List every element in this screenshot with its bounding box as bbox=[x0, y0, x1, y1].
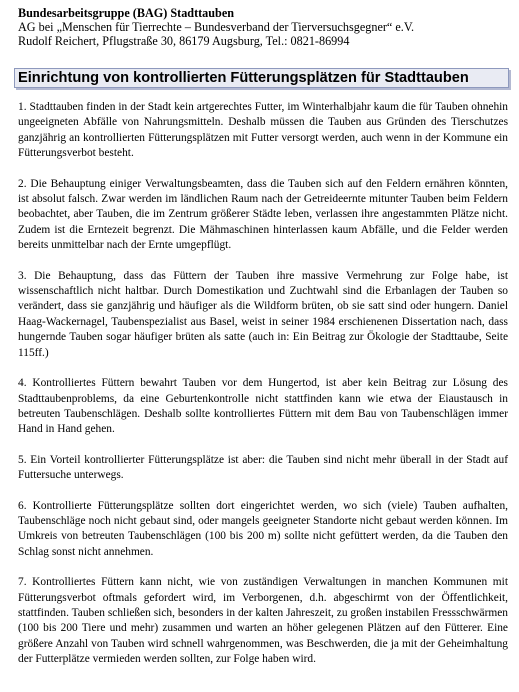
letterhead bbox=[18, 6, 508, 48]
paragraph-4: 4. Kontrolliertes Füttern bewahrt Tauben vor dem Hungertod, ist aber kein Beitrag zur Lösung des Stadttaubenproblems, da eine Geburtenkontrolle nicht stattfinden kann wie etwa der Eiaustausch in betreuten Taubenschlägen. Deshalb sollte kontrolliertes Füttern mit dem Bau von Taubenschlägen immer Hand in Hand gehen. bbox=[18, 377, 508, 436]
paragraph-6: 6. Kontrollierte Fütterungsplätze sollten dort eingerichtet werden, wo sich (viele) Tauben aufhalten, Taubenschläge noch nicht gebaut sind, oder mangels geeigneter Standorte nicht gebaut werden können. Im Umkreis von betreuten Taubenschlägen (100 bis 200 m) sollte nicht gefüttert werden, da die Tauben den Schlag sonst nicht annehmen. bbox=[18, 499, 508, 558]
paragraph-3: 3. Die Behauptung, dass das Füttern der Tauben ihre massive Vermehrung zur Folge habe, ist wissenschaftlich nicht haltbar. Durch Domestikation und Zuchtwahl sind die Erbanlagen der Tauben so verändert, dass sie ganzjährig und häufiger als die Wildform brüten, ob sie satt sind oder hungern. Daniel Haag-Wackernagel, Taubenspezialist aus Basel, weist in seiner 1984 erschienenen Dissertation nach, dass hungernde Tauben sogar häufiger brüten als satte (auch in: Ein Beitrag zur Ökologie der Stadttaube, Seite 115ff.) bbox=[18, 269, 508, 359]
address-line: Rudolf Reichert, Pflugstraße 30, 86179 Augsburg, Tel.: 0821-86994 bbox=[18, 34, 350, 48]
paragraph-1: 1. Stadttauben finden in der Stadt kein artgerechtes Futter, im Winterhalbjahr kaum die für Tauben ohnehin ungeeigneten Abfälle von Nahrungsmitteln. Deshalb müssen die Tauben aus Gründen des Tierschutzes ganzjährig an kontrollierten Fütterungsplätzen mit Futter versorgt werden, auch wenn in der Kommune ein Fütterungsverbot besteht. bbox=[18, 101, 508, 160]
title-banner bbox=[14, 68, 509, 88]
document-title: Einrichtung von kontrollierten Fütterungsplätzen für Stadttauben bbox=[18, 70, 469, 86]
organization-name: Bundesarbeitsgruppe (BAG) Stadttauben bbox=[18, 6, 235, 20]
paragraph-7: 7. Kontrolliertes Füttern kann nicht, wie von zuständigen Verwaltungen in manchen Kommunen mit Fütterungsverbot oftmals gefordert wird, im Verborgenen, d.h. abgeschirmt von der Öffentlichkeit, stattfinden. Tauben schließen sich, besonders in der kalten Jahreszeit, zu großen instabilen Fressschwärmen (100 bis 200 Tiere und mehr) zusammen und warten an höher gelegenen Plätzen auf den Fütterer. Eine größere Anzahl von Tauben wird schnell wahrgenommen, was Beschwerden, die ja mit der Geheimhaltung der Futterplätze vermieden werden sollten, zur Folge haben wird. bbox=[18, 576, 508, 666]
document-body bbox=[18, 100, 508, 683]
affiliation-line: AG bei „Menschen für Tierrechte – Bundesverband der Tierversuchsgegner“ e.V. bbox=[18, 20, 415, 34]
paragraph-2: 2. Die Behauptung einiger Verwaltungsbeamten, dass die Tauben sich auf den Feldern ernähren könnten, ist absolut falsch. Zwar werden im ländlichen Raum nach der Getreideernte mitunter Tauben beim Feldern beobachtet, aber Tauben, die im Zentrum größerer Städte leben, verlassen ihre angestammten Plätze nicht. Zudem ist die Erntezeit begrenzt. Die Mähmaschinen hinterlassen kaum Abfälle, und die Felder werden bereits unmittelbar nach der Ernte umgepflügt. bbox=[18, 177, 508, 252]
paragraph-5: 5. Ein Vorteil kontrollierter Fütterungsplätze ist aber: die Tauben sind nicht mehr überall in der Stadt auf Futtersuche unterwegs. bbox=[18, 453, 508, 482]
